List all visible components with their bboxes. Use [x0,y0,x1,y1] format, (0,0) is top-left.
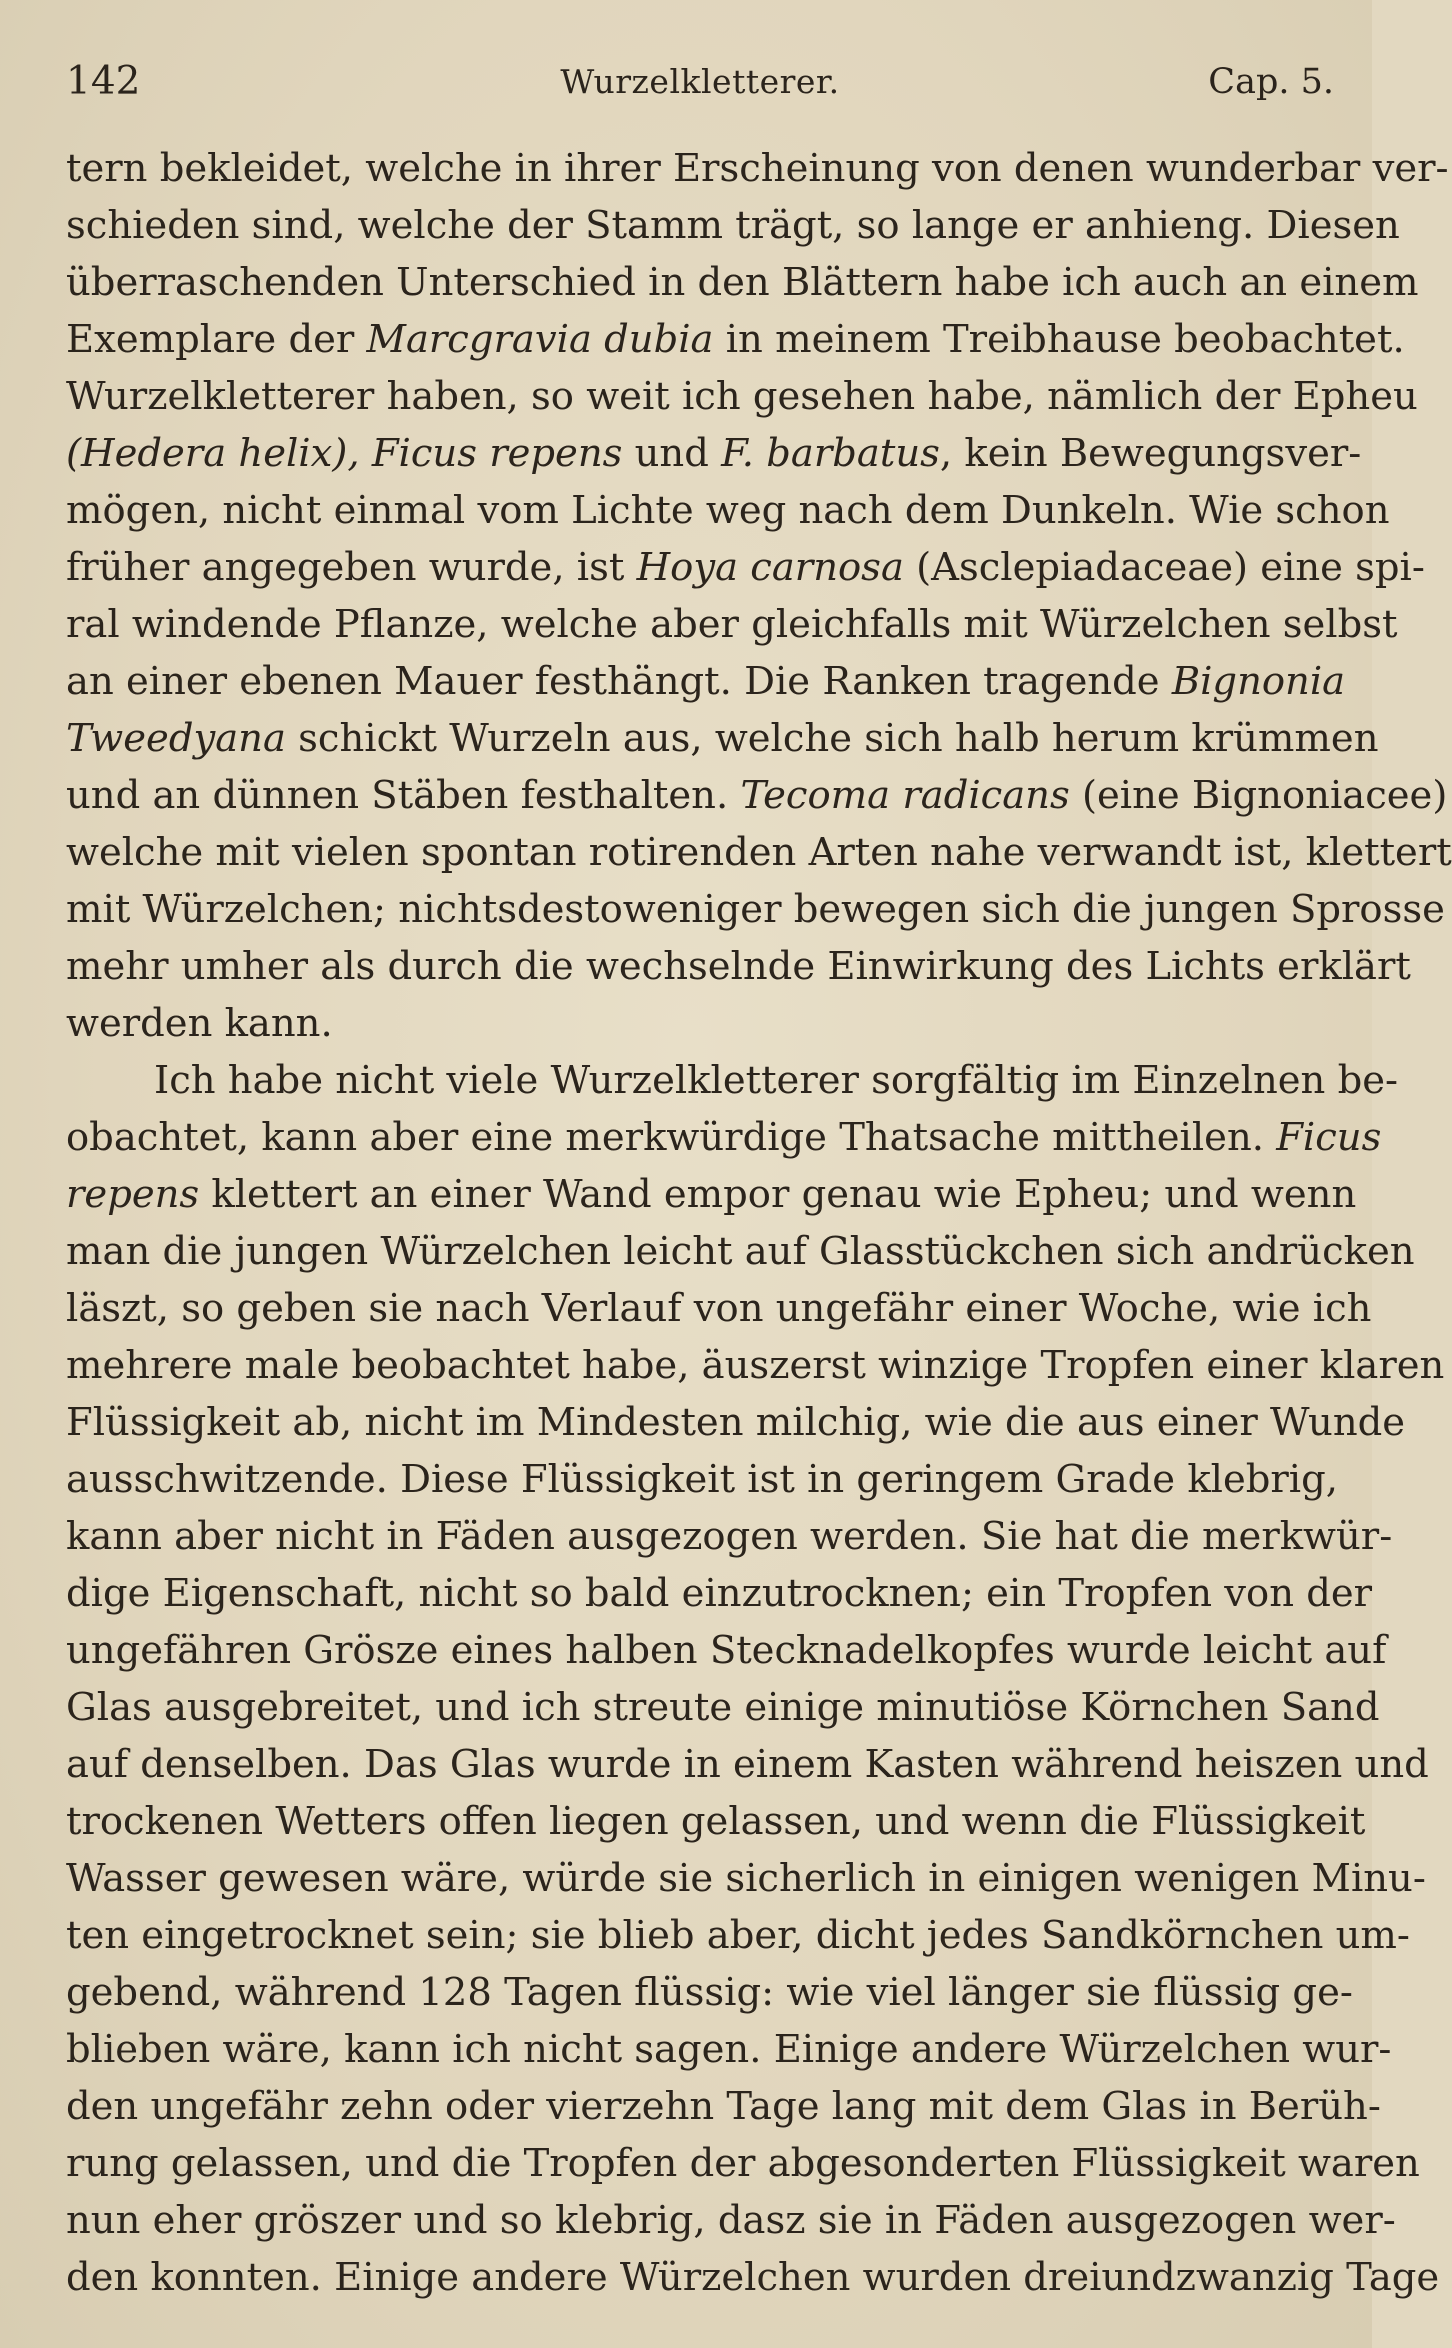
italic-text-segment: Tecoma radicans [740,773,1070,818]
text-line [66,995,1334,1052]
text-segment: Wurzelkletterer haben, so weit ich gesehen habe, nämlich der Epheu [66,374,1418,419]
text-line [66,482,1390,539]
text-line [66,1907,1410,1964]
text-line [66,938,1411,995]
text-segment: schieden sind, welche der Stamm trägt, so lange er anhieng. Diesen [66,203,1400,248]
text-segment: blieben wäre, kann ich nicht sagen. Einige andere Würzelchen wur- [66,2027,1392,2072]
text-line [66,1451,1339,1508]
text-segment: Ich habe nicht viele Wurzelkletterer sorgfältig im Einzelnen be- [154,1058,1399,1103]
text-line [66,311,1405,368]
text-segment: , kein Bewegungsver- [939,431,1362,476]
italic-text-segment: Hoya carnosa [636,545,904,590]
text-segment: klettert an einer Wand empor genau wie Epheu; und wenn [199,1172,1357,1217]
text-segment: gebend, während 128 Tagen flüssig: wie viel länger sie flüssig ge- [66,1970,1353,2015]
text-line [66,1109,1382,1166]
text-line [66,653,1346,710]
text-segment: dige Eigenschaft, nicht so bald einzutrocknen; ein Tropfen von der [66,1571,1373,1616]
text-segment: rung gelassen, und die Tropfen der abgesonderten Flüssigkeit waren [66,2141,1420,2186]
text-line [66,1223,1415,1280]
italic-text-segment: repens [66,1172,200,1217]
text-line [66,1508,1393,1565]
text-segment: überraschenden Unterschied in den Blättern habe ich auch an einem [66,260,1419,305]
text-segment: (Asclepiadaceae) eine spi- [903,545,1425,590]
text-line [66,1565,1373,1622]
text-line [66,368,1418,425]
text-segment: (eine Bignoniacee) [1069,773,1448,818]
text-line [66,710,1379,767]
text-line [66,1679,1380,1736]
page-header [66,52,1334,112]
text-segment: ral windende Pflanze, welche aber gleichfalls mit Würzelchen selbst [66,602,1398,647]
text-line [66,2135,1420,2192]
text-segment: und [622,431,722,476]
text-line [66,2192,1396,2249]
text-segment: den konnten. Einige andere Würzelchen wurden dreiundzwanzig Tage [66,2255,1440,2300]
text-line [66,1337,1445,1394]
text-line [66,2021,1392,2078]
text-segment: an einer ebenen Mauer festhängt. Die Ranken tragende [66,659,1172,704]
text-segment: auf denselben. Das Glas wurde in einem Kasten während heiszen und [66,1742,1429,1787]
text-segment: mögen, nicht einmal vom Lichte weg nach dem Dunkeln. Wie schon [66,488,1390,533]
text-segment: Flüssigkeit ab, nicht im Mindesten milchig, wie die aus einer Wunde [66,1400,1406,1445]
page-number: 142 [66,59,141,104]
text-segment: ten eingetrocknet sein; sie blieb aber, dicht jedes Sandkörnchen um- [66,1913,1410,1958]
text-segment: nun eher gröszer und so klebrig, dasz sie in Fäden ausgezogen wer- [66,2198,1396,2243]
text-line [66,2078,1381,2135]
text-line [66,1280,1372,1337]
text-line [66,824,1452,881]
text-line [66,140,1449,197]
italic-text-segment: Bignonia [1171,659,1346,704]
text-segment: ausschwitzende. Diese Flüssigkeit ist in geringem Grade klebrig, [66,1457,1339,1502]
text-segment: schickt Wurzeln aus, welche sich halb herum krümmen [285,716,1379,761]
text-segment: den ungefähr zehn oder vierzehn Tage lang mit dem Glas in Berüh- [66,2084,1381,2129]
text-line [66,1052,1399,1109]
text-segment: Exemplare der [66,317,367,362]
text-line [66,1166,1357,1223]
text-line [66,2249,1440,2306]
text-segment: mit Würzelchen; nichtsdestoweniger bewegen sich die jungen Sprosse [66,887,1445,932]
text-line [66,1736,1429,1793]
text-segment: und an dünnen Stäben festhalten. [66,773,741,818]
text-segment: läszt, so geben sie nach Verlauf von ungefähr einer Woche, wie ich [66,1286,1372,1331]
text-line [66,1850,1426,1907]
text-segment: mehrere male beobachtet habe, äuszerst winzige Tropfen einer klaren [66,1343,1445,1388]
text-segment: mehr umher als durch die wechselnde Einwirkung des Lichts erklärt [66,944,1411,989]
text-segment: trockenen Wetters offen liegen gelassen, und wenn die Flüssigkeit [66,1799,1366,1844]
text-line [66,596,1398,653]
text-segment: tern bekleidet, welche in ihrer Erscheinung von denen wunderbar ver- [66,146,1449,191]
text-segment: früher angegeben wurde, ist [66,545,637,590]
text-line [66,1793,1366,1850]
text-segment: in meinem Treibhause beobachtet. [713,317,1405,362]
text-line [66,1622,1387,1679]
running-title: Wurzelkletterer. [560,62,840,101]
italic-text-segment: Ficus [1276,1115,1382,1160]
text-line [66,881,1445,938]
text-line [66,1394,1406,1451]
italic-text-segment: Tweedyana [66,716,286,761]
text-line [66,254,1419,311]
text-line [66,767,1448,824]
text-line [66,539,1425,596]
text-segment: man die jungen Würzelchen leicht auf Glasstückchen sich andrücken [66,1229,1415,1274]
text-segment: welche mit vielen spontan rotirenden Arten nahe verwandt ist, klettert [66,830,1452,875]
text-segment: werden kann. [66,1001,333,1046]
text-line [66,425,1362,482]
text-segment: Glas ausgebreitet, und ich streute einige minutiöse Körnchen Sand [66,1685,1380,1730]
text-segment: kann aber nicht in Fäden ausgezogen werden. Sie hat die merkwür- [66,1514,1393,1559]
chapter-label: Cap. 5. [1208,62,1334,102]
body-text [66,140,1452,2306]
italic-text-segment: Marcgravia dubia [366,317,714,362]
italic-text-segment: F. barbatus [721,431,940,476]
text-segment: ungefähren Grösze eines halben Stecknadelkopfes wurde leicht auf [66,1628,1387,1673]
text-segment: Wasser gewesen wäre, würde sie sicherlich in einigen wenigen Minu- [66,1856,1426,1901]
text-line [66,1964,1353,2021]
italic-text-segment: (Hedera helix), Ficus repens [66,431,623,476]
text-line [66,197,1400,254]
text-segment: obachtet, kann aber eine merkwürdige Thatsache mittheilen. [66,1115,1277,1160]
